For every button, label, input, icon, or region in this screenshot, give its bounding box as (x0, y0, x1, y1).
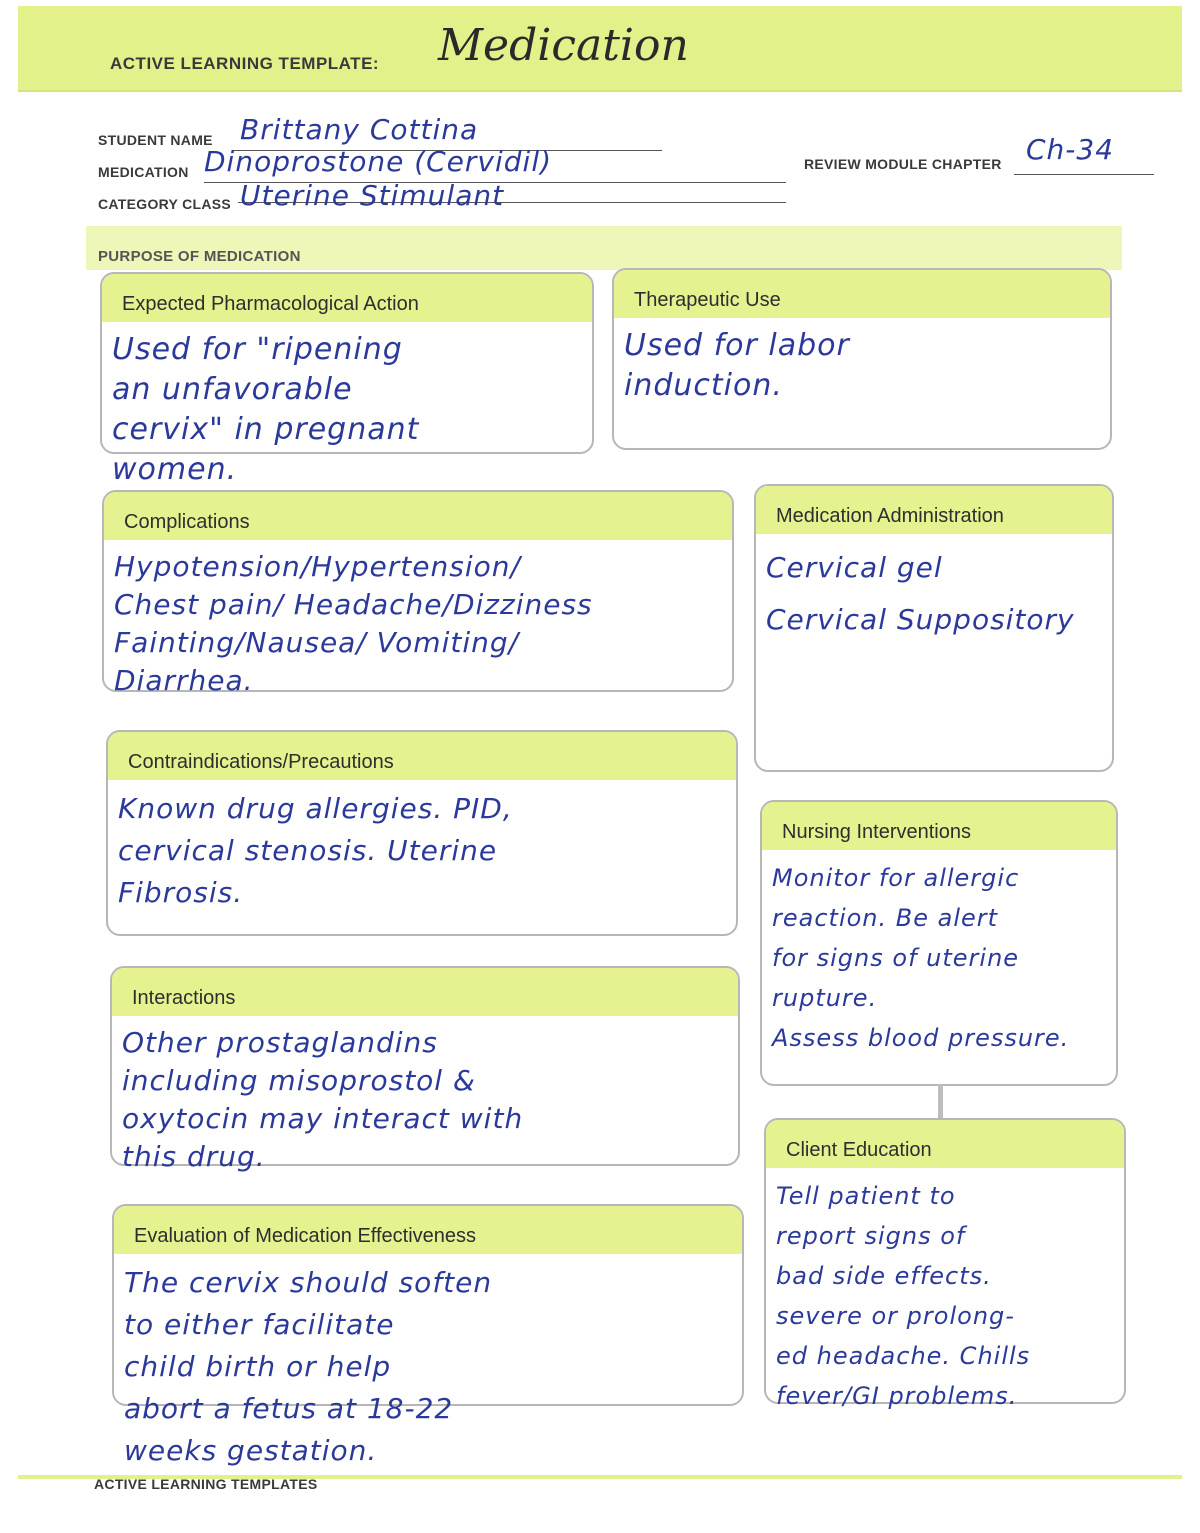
client-education-box (764, 1118, 1126, 1410)
therapeutic-use-title: Therapeutic Use (634, 289, 781, 311)
interactions-title: Interactions (132, 987, 236, 1009)
expected-action-text: Used for "ripening an unfavorable cervix" in pregnant women. (112, 332, 420, 487)
template-label: ACTIVE LEARNING TEMPLATE: (110, 54, 380, 73)
template-title: Medication (438, 20, 689, 71)
medication-value: Dinoprostone (Cervidil) (204, 145, 553, 178)
review-module-line (1014, 174, 1154, 175)
medication-administration-title: Medication Administration (776, 505, 1004, 527)
therapeutic-use-box (612, 268, 1112, 450)
contraindications-text: Known drug allergies. PID, cervical stenosis. Uterine Fibrosis. (118, 792, 513, 909)
complications-box (102, 490, 734, 697)
evaluation-box (112, 1204, 744, 1467)
purpose-label: PURPOSE OF MEDICATION (98, 248, 301, 265)
medication-label: MEDICATION (98, 164, 189, 180)
contraindications-box (106, 730, 738, 936)
contraindications-header (108, 732, 736, 780)
complications-title: Complications (124, 511, 250, 533)
review-module-label: REVIEW MODULE CHAPTER (804, 156, 1002, 172)
student-name-value: Brittany Cottina (240, 113, 479, 146)
medication-administration-text: Cervical gel Cervical Suppository (766, 551, 1075, 636)
expected-action-title: Expected Pharmacological Action (122, 293, 419, 315)
footer-label: ACTIVE LEARNING TEMPLATES (94, 1476, 318, 1492)
medication-administration-header (756, 486, 1112, 534)
header-banner (18, 6, 1182, 92)
interactions-box (110, 966, 740, 1173)
interactions-header (112, 968, 738, 1016)
nursing-interventions-text: Monitor for allergic reaction. Be alert for signs of uterine rupture. Assess blood pressure. (772, 864, 1070, 1052)
complications-text: Hypotension/Hypertension/ Chest pain/ Headache/Dizziness Fainting/Nausea/ Vomiting/ Diarrhea. (114, 550, 593, 697)
therapeutic-use-header (614, 270, 1110, 318)
medication-administration-box (754, 484, 1114, 772)
nursing-interventions-title: Nursing Interventions (782, 821, 971, 843)
category-class-label: CATEGORY CLASS (98, 196, 232, 212)
expected-action-box (100, 272, 594, 487)
therapeutic-use-text: Used for labor induction. (624, 328, 850, 403)
client-education-title: Client Education (786, 1139, 932, 1161)
purpose-section-bar (86, 226, 1122, 270)
evaluation-text: The cervix should soften to either facilitate child birth or help abort a fetus at 18-22 weeks gestation. (124, 1266, 493, 1467)
contraindications-title: Contraindications/Precautions (128, 751, 394, 773)
evaluation-title: Evaluation of Medication Effectiveness (134, 1225, 477, 1247)
interactions-text: Other prostaglandins including misoprostol & oxytocin may interact with this drug. (122, 1026, 524, 1173)
nursing-interventions-box (760, 800, 1118, 1086)
client-education-text: Tell patient to report signs of bad side effects. severe or prolong- ed headache. Chills fever/GI problems. (776, 1182, 1031, 1410)
expected-action-header (102, 274, 592, 322)
category-class-value: Uterine Stimulant (240, 179, 505, 212)
nursing-interventions-header (762, 802, 1116, 850)
review-module-value: Ch-34 (1026, 133, 1115, 166)
evaluation-header (114, 1206, 742, 1254)
complications-header (104, 492, 732, 540)
client-education-header (766, 1120, 1124, 1168)
student-name-label: STUDENT NAME (98, 132, 213, 148)
